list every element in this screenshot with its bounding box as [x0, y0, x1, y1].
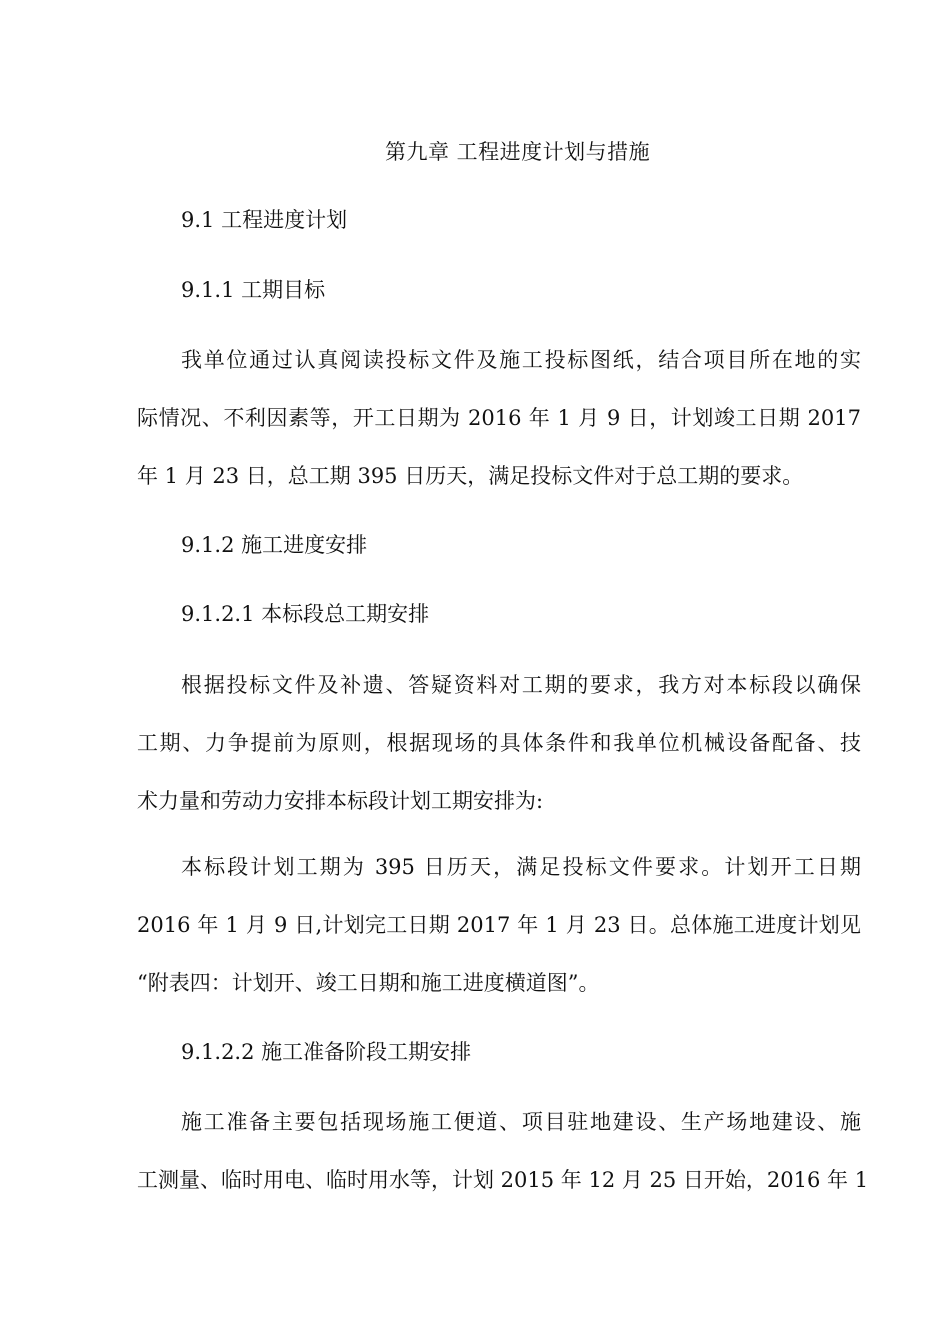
paragraph-line: 我单位通过认真阅读投标文件及施工投标图纸，结合项目所在地的实 — [181, 348, 861, 372]
paragraph-line: 施工准备主要包括现场施工便道、项目驻地建设、生产场地建设、施 — [181, 1110, 861, 1134]
paragraph-line: 术力量和劳动力安排本标段计划工期安排为: — [137, 789, 544, 813]
section-heading-9-1-2-2: 9.1.2.2 施工准备阶段工期安排 — [181, 1040, 472, 1064]
paragraph-line: 年 1 月 23 日，总工期 395 日历天，满足投标文件对于总工期的要求。 — [137, 464, 804, 488]
paragraph-line: 本标段计划工期为 395 日历天，满足投标文件要求。计划开工日期 — [181, 855, 861, 879]
section-heading-9-1-2: 9.1.2 施工进度安排 — [181, 533, 368, 557]
paragraph-line: 2016 年 1 月 9 日,计划完工日期 2017 年 1 月 23 日。总体施工进度计划见 — [137, 913, 861, 937]
paragraph-line: “附表四：计划开、竣工日期和施工进度横道图”。 — [137, 971, 600, 995]
section-heading-9-1-2-1: 9.1.2.1 本标段总工期安排 — [181, 602, 430, 626]
paragraph-line: 工期、力争提前为原则，根据现场的具体条件和我单位机械设备配备、技 — [137, 731, 861, 755]
section-heading-9-1-1: 9.1.1 工期目标 — [181, 278, 326, 302]
paragraph-line: 根据投标文件及补遗、答疑资料对工期的要求，我方对本标段以确保 — [181, 673, 861, 697]
paragraph-line: 际情况、不利因素等，开工日期为 2016 年 1 月 9 日，计划竣工日期 2017 — [137, 406, 861, 430]
paragraph-line: 工测量、临时用电、临时用水等，计划 2015 年 12 月 25 日开始，2016 年 1 — [137, 1168, 869, 1192]
section-heading-9-1: 9.1 工程进度计划 — [181, 208, 348, 232]
chapter-title: 第九章 工程进度计划与措施 — [385, 140, 651, 164]
